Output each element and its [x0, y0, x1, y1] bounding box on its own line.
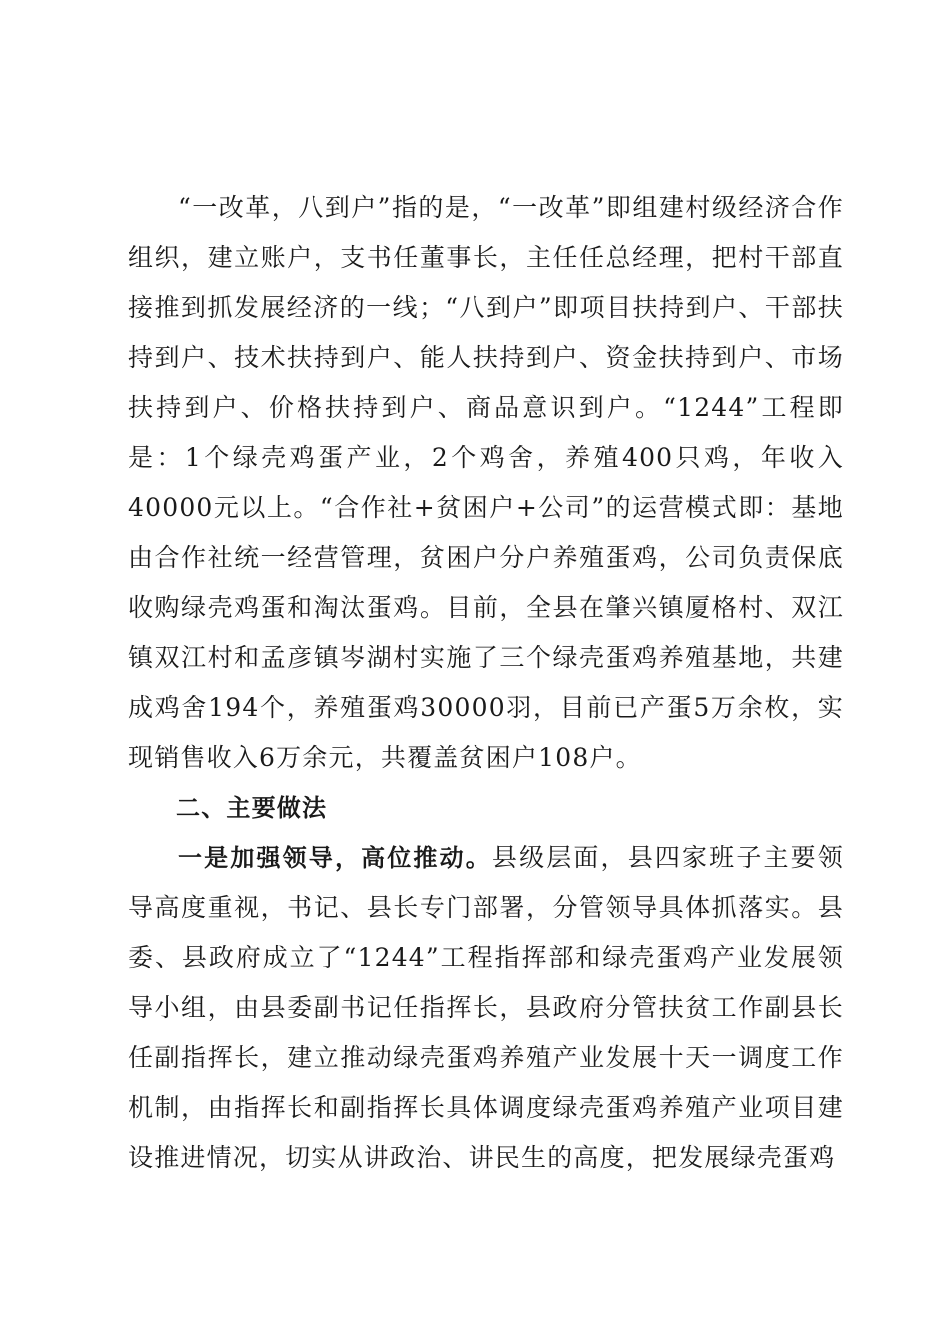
paragraph-intro: “一改革，八到户”指的是，“一改革”即组建村级经济合作组织，建立账户，支书任董事长，主任任总经理，把村干部直接推到抓发展经济的一线；“八到户”即项目扶持到户、干部扶持到户、技术扶持到户、能人扶持到户、资金扶持到户、市场扶持到户、价格扶持到户、商品意识到户。“1244”工程即是：1个绿壳鸡蛋产业，2个鸡舍，养殖400只鸡，年收入40000元以上。“合作社+贫困户+公司”的运营模式即：基地由合作社统一经营管理，贫困户分户养殖蛋鸡，公司负责保底收购绿壳鸡蛋和淘汰蛋鸡。目前，全县在肇兴镇厦格村、双江镇双江村和孟彦镇岑湖村实施了三个绿壳蛋鸡养殖基地，共建成鸡舍194个，养殖蛋鸡30000羽，目前已产蛋5万余枚，实现销售收入6万余元，共覆盖贫困户108户。 [128, 193, 844, 772]
document-body [128, 183, 844, 1183]
section-heading: 二、主要做法 [176, 794, 328, 822]
paragraph-lead: 一是加强领导，高位推动。 [178, 844, 492, 872]
paragraph-body: 县级层面，县四家班子主要领导高度重视，书记、县长专门部署，分管领导具体抓落实。县委、县政府成立了“1244”工程指挥部和绿壳蛋鸡产业发展领导小组，由县委副书记任指挥长，县政府分管扶贫工作副县长任副指挥长，建立推动绿壳蛋鸡养殖产业发展十天一调度工作机制，由指挥长和副指挥长具体调度绿壳蛋鸡养殖产业项目建设推进情况，切实从讲政治、讲民生的高度，把发展绿壳蛋鸡 [128, 843, 844, 1172]
paragraph-measures [128, 833, 844, 1183]
